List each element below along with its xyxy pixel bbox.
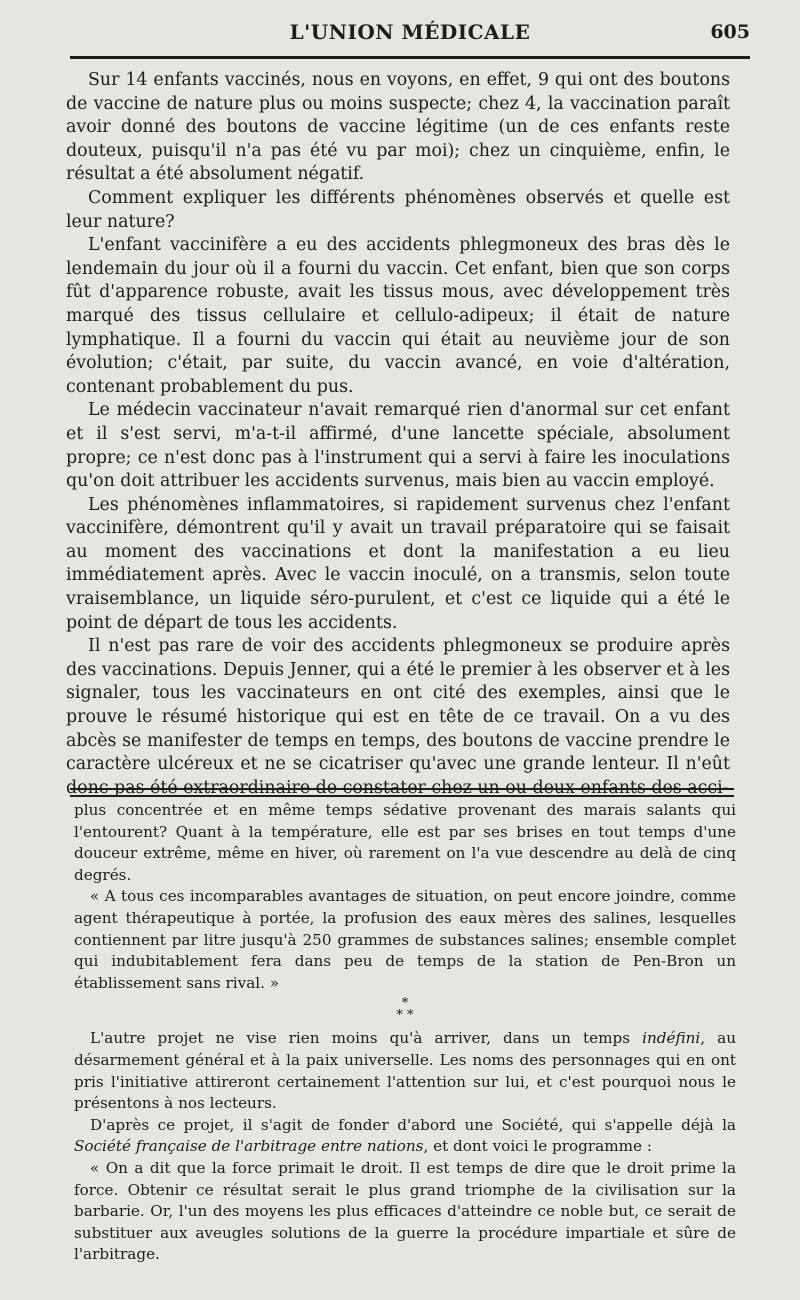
- header-rule: [70, 56, 750, 59]
- feuilleton-text: [74, 800, 736, 1266]
- note-paragraph: [74, 1028, 736, 1114]
- feuilleton-rule: [70, 788, 734, 797]
- page-number: 605: [710, 21, 750, 43]
- note-paragraph: « On a dit que la force primait le droit. Il est temps de dire que le droit prime la force. Obtenir ce résultat serait le plus grand triomphe de la civilisation sur la barbarie. Or, l'un des moyens les plus efficaces d'atteindre ce noble but, ce serait de substituer aux aveugles solutions de la guerre la procédure impartiale et sûre de l'arbitrage.: [74, 1158, 736, 1264]
- asterism: [74, 998, 736, 1022]
- note-paragraph: plus concentrée et en même temps sédative provenant des marais salants qui l'entourent? Quant à la température, elle est par ses brises en tout temps d'une douceur extrême, même en hiver, où rarement on l'a vue descendre au delà de cinq degrés.: [74, 801, 736, 884]
- text-run: L'autre projet ne vise rien moins qu'à arriver, dans un temps: [90, 1029, 643, 1048]
- running-header: [70, 18, 750, 54]
- asterism-top: *: [401, 996, 409, 1012]
- note-quote: « A tous ces incomparables avantages de situation, on peut encore joindre, comme agent thérapeutique à portée, la profusion des eaux mères des salines, lesquelles contiennent par litre jusqu'à 250 grammes de substances salines; ensemble complet qui indubitablement fera dans peu de temps de la station de Pen-Bron un établissement sans rival. »: [74, 887, 736, 992]
- main-text: [66, 69, 730, 800]
- paragraph: Le médecin vaccinateur n'avait remarqué rien d'anormal sur cet enfant et il s'est servi, m'a-t-il affirmé, d'une lancette spéciale, absolument propre; ce n'est donc pas à l'instrument qui a servi à faire les inoculations qu'on doit attribuer les accidents survenus, mais bien au vaccin employé.: [66, 400, 730, 492]
- paragraph: L'enfant vaccinifère a eu des accidents phlegmoneux des bras dès le lendemain du jour où il a fourni du vaccin. Cet enfant, bien que son corps fût d'apparence robuste, avait les tissus mous, avec développement très marqué des tissus cellulaire et cellulo-adipeux; il était de nature lymphatique. Il a fourni du vaccin qui était au neuvième jour de son évolution; c'était, par suite, du vaccin avancé, en voie d'altération, contenant probablement du pus.: [66, 235, 730, 397]
- text-run: D'après ce projet, il s'agit de fonder d'abord une Société, qui s'appelle déjà la: [90, 1115, 736, 1134]
- note-paragraph: [74, 1115, 736, 1158]
- paragraph: Sur 14 enfants vaccinés, nous en voyons, en effet, 9 qui ont des boutons de vaccine de nature plus ou moins suspecte; chez 4, la vaccination paraît avoir donné des boutons de vaccine légitime (un de ces enfants reste douteux, puisqu'il n'a pas été vu par moi); chez un cinquième, enfin, le résultat a été absolument négatif.: [66, 70, 730, 185]
- journal-title: L'UNION MÉDICALE: [289, 20, 531, 44]
- italic-term: indéfini: [642, 1029, 701, 1048]
- paragraph: Il n'est pas rare de voir des accidents phlegmoneux se produire après des vaccinations. Depuis Jenner, qui a été le premier à les observer et à les signaler, tous les vaccinateurs en ont cité des exemples, ainsi que le prouve le résumé historique qui est en tête de ce travail. On a vu des abcès se manifester de temps en temps, des boutons de vaccine prendre le caractère ulcéreux et ne se cicatriser qu'avec une grande lenteur. Il n'eût donc pas été extraordinaire de constater chez un ou deux enfants des acci-: [66, 636, 730, 798]
- paragraph: Comment expliquer les différents phénomènes observés et quelle est leur nature?: [66, 187, 730, 232]
- paragraph: Les phénomènes inflammatoires, si rapidement survenus chez l'enfant vaccinifère, démontrent qu'il y avait un travail préparatoire qui se faisait au moment des vaccinations et dont la manifestation a eu lieu immédiatement après. Avec le vaccin inoculé, on a transmis, selon toute vraisemblance, un liquide séro-purulent, et c'est ce liquide qui a été le point de départ de tous les accidents.: [66, 494, 730, 633]
- text-run: , et dont voici le programme :: [423, 1137, 652, 1156]
- italic-society-name: Société française de l'arbitrage entre nations: [74, 1137, 424, 1156]
- asterism-bottom: * *: [396, 1008, 414, 1024]
- text-run: , au désarmement général et à la paix universelle. Les noms des personnages qui en ont pris l'initiative attireront certainement l'attention sur lui, et c'est pourquoi nous le présentons à nos lecteurs.: [74, 1029, 737, 1113]
